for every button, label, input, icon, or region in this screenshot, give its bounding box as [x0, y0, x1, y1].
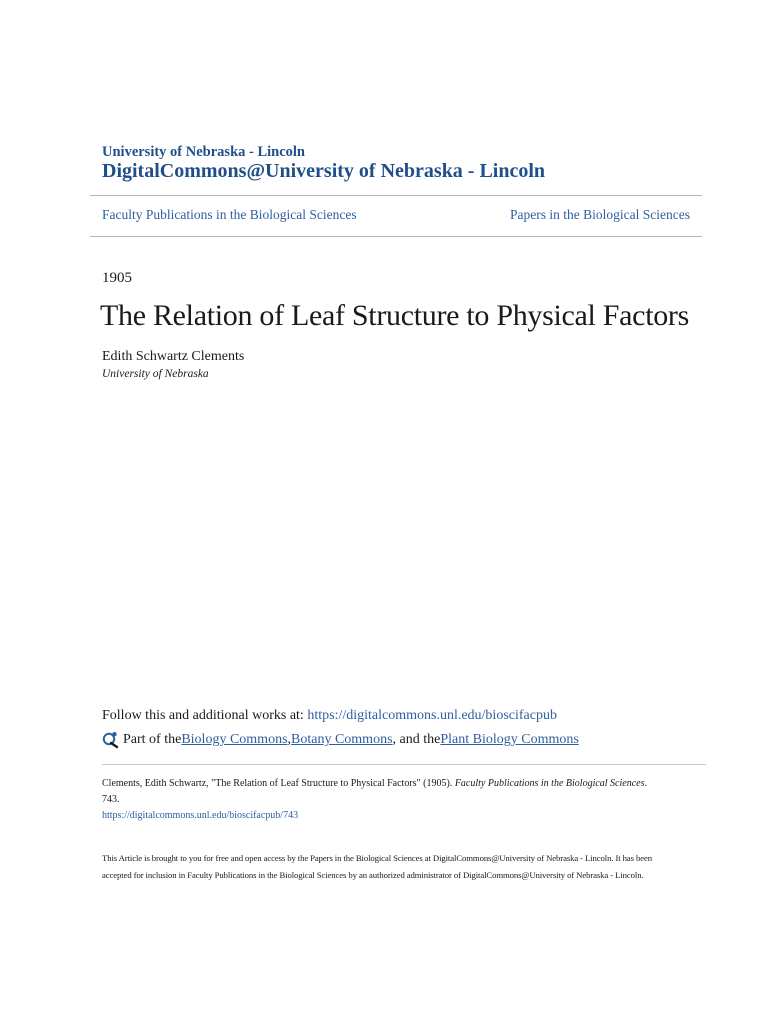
citation-divider [102, 764, 706, 765]
citation-suffix: . [644, 778, 647, 789]
collection-link-papers[interactable]: Papers in the Biological Sciences [510, 207, 690, 222]
article-title: The Relation of Leaf Structure to Physical Factors [100, 299, 689, 332]
separator-and: , and the [392, 732, 441, 747]
bepress-commons-network-icon [102, 731, 120, 749]
follow-url-link[interactable]: https://digitalcommons.unl.edu/bioscifacpub [307, 708, 557, 723]
citation-number: 743. [102, 794, 120, 805]
header-divider-bottom [90, 236, 702, 237]
botany-commons-link[interactable]: Botany Commons [291, 732, 393, 747]
collection-link-faculty-publications[interactable]: Faculty Publications in the Biological Sciences [102, 207, 357, 222]
part-of-line [102, 731, 579, 749]
university-name[interactable]: University of Nebraska - Lincoln [102, 144, 305, 160]
recommended-citation [102, 776, 702, 824]
follow-prefix: Follow this and additional works at: [102, 708, 308, 723]
citation-url-link[interactable]: https://digitalcommons.unl.edu/bioscifacpub/743 [102, 810, 299, 821]
part-of-prefix: Part of the [123, 732, 182, 747]
author-name: Edith Schwartz Clements [102, 349, 245, 364]
biology-commons-link[interactable]: Biology Commons [181, 732, 288, 747]
citation-journal: Faculty Publications in the Biological Sciences [454, 778, 645, 789]
plant-biology-commons-link[interactable]: Plant Biology Commons [440, 732, 579, 747]
separator-comma: , [287, 732, 292, 747]
follow-line [102, 708, 557, 724]
publication-year: 1905 [102, 270, 132, 286]
repository-name[interactable]: DigitalCommons@University of Nebraska - Lincoln [102, 160, 546, 182]
header-divider-top [90, 195, 702, 196]
open-access-notice: This Article is brought to you for free and open access by the Papers in the Biological Sciences at DigitalCommons@University of Nebraska - Lincoln. It has been accepted for inclusion in Faculty Publications in the Biological Sciences by an authorized administrator of DigitalCommons@University of Nebraska - Lincoln. [102, 853, 653, 880]
citation-text: Clements, Edith Schwartz, "The Relation of Leaf Structure to Physical Factors" (1905). [102, 778, 455, 789]
author-affiliation: University of Nebraska [102, 368, 209, 380]
